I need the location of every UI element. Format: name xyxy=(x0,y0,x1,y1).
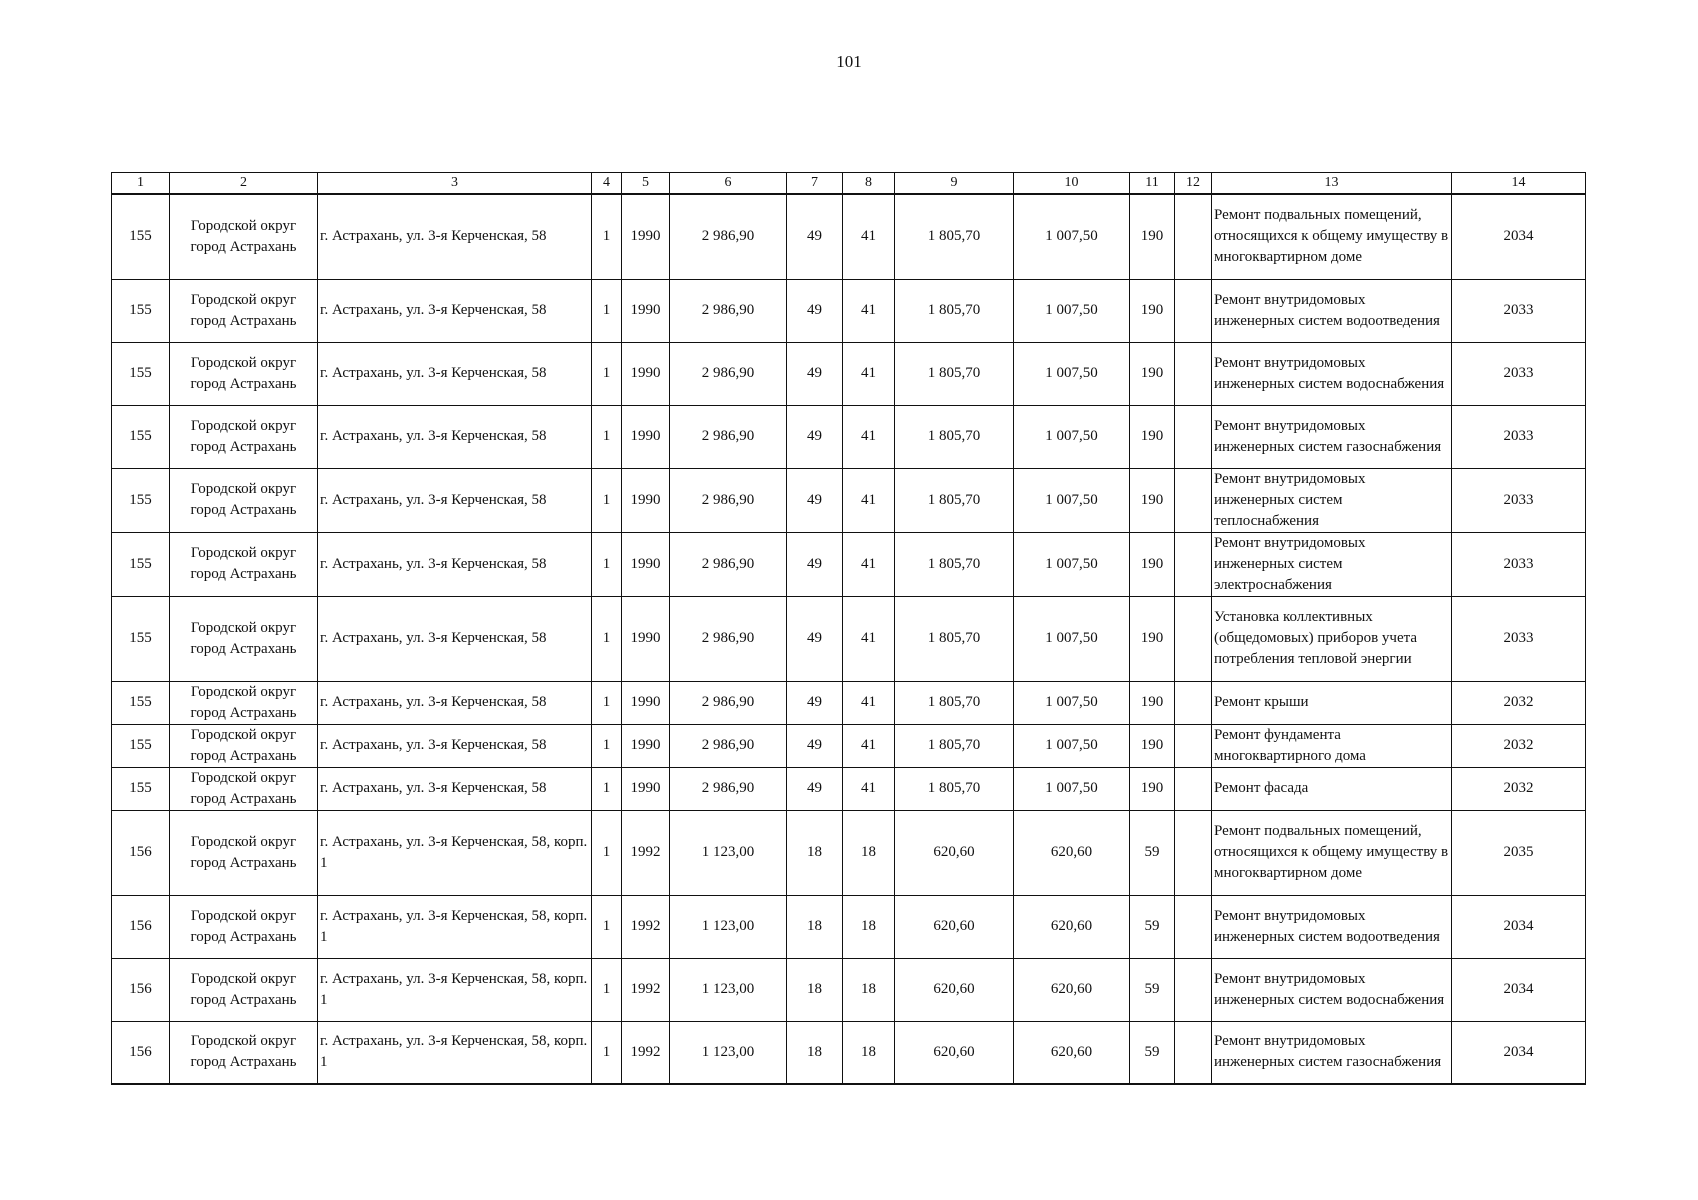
cell-col-11: 190 xyxy=(1130,767,1175,810)
cell-col-7: 49 xyxy=(787,405,843,468)
cell-municipality: Городской округ город Астрахань xyxy=(170,596,318,681)
cell-planned-year: 2034 xyxy=(1452,895,1586,958)
table-body xyxy=(112,194,1586,1084)
cell-col-12 xyxy=(1175,724,1212,767)
cell-col-10: 1 007,50 xyxy=(1014,681,1130,724)
cell-col-9: 1 805,70 xyxy=(895,532,1014,596)
cell-municipality: Городской округ город Астрахань xyxy=(170,342,318,405)
cell-col-12 xyxy=(1175,810,1212,895)
cell-municipality: Городской округ город Астрахань xyxy=(170,1021,318,1084)
cell-row-number: 155 xyxy=(112,681,170,724)
cell-year: 1992 xyxy=(622,895,670,958)
cell-col-8: 41 xyxy=(843,532,895,596)
cell-municipality: Городской округ город Астрахань xyxy=(170,532,318,596)
cell-col-7: 49 xyxy=(787,681,843,724)
cell-col-4: 1 xyxy=(592,532,622,596)
cell-col-11: 59 xyxy=(1130,1021,1175,1084)
cell-col-10: 1 007,50 xyxy=(1014,468,1130,532)
cell-col-10: 1 007,50 xyxy=(1014,596,1130,681)
cell-planned-year: 2034 xyxy=(1452,1021,1586,1084)
cell-work-type: Ремонт внутридомовых инженерных систем водоотведения xyxy=(1212,895,1452,958)
cell-col-4: 1 xyxy=(592,958,622,1021)
header-row xyxy=(112,173,1586,195)
cell-total-area: 2 986,90 xyxy=(670,194,787,279)
cell-col-12 xyxy=(1175,767,1212,810)
cell-row-number: 155 xyxy=(112,279,170,342)
cell-col-7: 49 xyxy=(787,468,843,532)
cell-col-4: 1 xyxy=(592,767,622,810)
cell-year: 1990 xyxy=(622,468,670,532)
cell-planned-year: 2033 xyxy=(1452,468,1586,532)
cell-col-12 xyxy=(1175,279,1212,342)
cell-municipality: Городской округ город Астрахань xyxy=(170,194,318,279)
cell-col-7: 49 xyxy=(787,194,843,279)
cell-municipality: Городской округ город Астрахань xyxy=(170,958,318,1021)
cell-col-9: 620,60 xyxy=(895,810,1014,895)
cell-total-area: 1 123,00 xyxy=(670,810,787,895)
cell-col-10: 1 007,50 xyxy=(1014,279,1130,342)
cell-col-11: 190 xyxy=(1130,342,1175,405)
cell-col-8: 41 xyxy=(843,724,895,767)
cell-col-8: 41 xyxy=(843,681,895,724)
cell-col-8: 41 xyxy=(843,279,895,342)
cell-year: 1990 xyxy=(622,596,670,681)
cell-col-9: 1 805,70 xyxy=(895,342,1014,405)
cell-col-12 xyxy=(1175,895,1212,958)
cell-planned-year: 2032 xyxy=(1452,724,1586,767)
cell-year: 1990 xyxy=(622,342,670,405)
header-cell: 9 xyxy=(895,173,1014,195)
cell-total-area: 1 123,00 xyxy=(670,958,787,1021)
cell-col-8: 41 xyxy=(843,468,895,532)
cell-col-4: 1 xyxy=(592,405,622,468)
cell-total-area: 2 986,90 xyxy=(670,405,787,468)
cell-address: г. Астрахань, ул. 3-я Керченская, 58 xyxy=(318,468,592,532)
cell-col-8: 18 xyxy=(843,958,895,1021)
cell-address: г. Астрахань, ул. 3-я Керченская, 58, корп. 1 xyxy=(318,958,592,1021)
cell-col-12 xyxy=(1175,681,1212,724)
cell-address: г. Астрахань, ул. 3-я Керченская, 58 xyxy=(318,194,592,279)
table-row xyxy=(112,1021,1586,1084)
cell-year: 1990 xyxy=(622,767,670,810)
cell-row-number: 155 xyxy=(112,767,170,810)
cell-col-7: 18 xyxy=(787,958,843,1021)
cell-address: г. Астрахань, ул. 3-я Керченская, 58, корп. 1 xyxy=(318,895,592,958)
cell-total-area: 2 986,90 xyxy=(670,279,787,342)
cell-col-12 xyxy=(1175,958,1212,1021)
cell-col-10: 1 007,50 xyxy=(1014,194,1130,279)
cell-col-4: 1 xyxy=(592,810,622,895)
cell-col-10: 1 007,50 xyxy=(1014,724,1130,767)
cell-planned-year: 2034 xyxy=(1452,194,1586,279)
cell-year: 1990 xyxy=(622,532,670,596)
cell-planned-year: 2033 xyxy=(1452,342,1586,405)
cell-col-7: 18 xyxy=(787,810,843,895)
cell-row-number: 155 xyxy=(112,194,170,279)
cell-col-12 xyxy=(1175,342,1212,405)
cell-work-type: Ремонт внутридомовых инженерных систем водоснабжения xyxy=(1212,342,1452,405)
cell-col-8: 41 xyxy=(843,596,895,681)
capital-repair-table xyxy=(111,172,1586,1085)
cell-col-7: 49 xyxy=(787,279,843,342)
cell-col-4: 1 xyxy=(592,468,622,532)
table-row xyxy=(112,405,1586,468)
cell-year: 1990 xyxy=(622,279,670,342)
cell-address: г. Астрахань, ул. 3-я Керченская, 58 xyxy=(318,767,592,810)
cell-year: 1990 xyxy=(622,681,670,724)
cell-total-area: 2 986,90 xyxy=(670,342,787,405)
cell-col-4: 1 xyxy=(592,681,622,724)
cell-row-number: 155 xyxy=(112,468,170,532)
cell-row-number: 156 xyxy=(112,895,170,958)
cell-col-9: 1 805,70 xyxy=(895,681,1014,724)
cell-total-area: 2 986,90 xyxy=(670,724,787,767)
cell-col-10: 620,60 xyxy=(1014,1021,1130,1084)
cell-work-type: Ремонт подвальных помещений, относящихся к общему имуществу в многоквартирном доме xyxy=(1212,194,1452,279)
cell-col-10: 1 007,50 xyxy=(1014,767,1130,810)
cell-col-9: 620,60 xyxy=(895,895,1014,958)
cell-col-8: 18 xyxy=(843,1021,895,1084)
cell-col-11: 190 xyxy=(1130,279,1175,342)
cell-address: г. Астрахань, ул. 3-я Керченская, 58, корп. 1 xyxy=(318,810,592,895)
header-cell: 8 xyxy=(843,173,895,195)
cell-row-number: 156 xyxy=(112,1021,170,1084)
cell-col-9: 1 805,70 xyxy=(895,767,1014,810)
cell-work-type: Ремонт внутридомовых инженерных систем газоснабжения xyxy=(1212,405,1452,468)
header-cell: 1 xyxy=(112,173,170,195)
cell-address: г. Астрахань, ул. 3-я Керченская, 58 xyxy=(318,532,592,596)
table-row xyxy=(112,767,1586,810)
cell-planned-year: 2033 xyxy=(1452,596,1586,681)
cell-planned-year: 2033 xyxy=(1452,532,1586,596)
cell-col-11: 190 xyxy=(1130,681,1175,724)
cell-work-type: Ремонт крыши xyxy=(1212,681,1452,724)
cell-col-10: 620,60 xyxy=(1014,895,1130,958)
table-row xyxy=(112,342,1586,405)
cell-work-type: Установка коллективных (общедомовых) приборов учета потребления тепловой энергии xyxy=(1212,596,1452,681)
cell-col-10: 1 007,50 xyxy=(1014,532,1130,596)
header-cell: 6 xyxy=(670,173,787,195)
table-row xyxy=(112,596,1586,681)
table-row xyxy=(112,681,1586,724)
cell-col-9: 1 805,70 xyxy=(895,596,1014,681)
cell-col-12 xyxy=(1175,194,1212,279)
cell-col-11: 190 xyxy=(1130,405,1175,468)
cell-work-type: Ремонт внутридомовых инженерных систем теплоснабжения xyxy=(1212,468,1452,532)
cell-col-9: 1 805,70 xyxy=(895,194,1014,279)
cell-row-number: 155 xyxy=(112,532,170,596)
table-row xyxy=(112,895,1586,958)
cell-row-number: 156 xyxy=(112,810,170,895)
cell-col-9: 1 805,70 xyxy=(895,405,1014,468)
cell-municipality: Городской округ город Астрахань xyxy=(170,681,318,724)
cell-year: 1990 xyxy=(622,194,670,279)
cell-col-8: 18 xyxy=(843,810,895,895)
cell-col-7: 18 xyxy=(787,1021,843,1084)
header-cell: 13 xyxy=(1212,173,1452,195)
cell-address: г. Астрахань, ул. 3-я Керченская, 58 xyxy=(318,405,592,468)
cell-col-12 xyxy=(1175,596,1212,681)
table-row xyxy=(112,724,1586,767)
cell-address: г. Астрахань, ул. 3-я Керченская, 58 xyxy=(318,279,592,342)
cell-work-type: Ремонт внутридомовых инженерных систем водоснабжения xyxy=(1212,958,1452,1021)
cell-col-11: 59 xyxy=(1130,958,1175,1021)
cell-col-4: 1 xyxy=(592,1021,622,1084)
header-cell: 2 xyxy=(170,173,318,195)
cell-year: 1990 xyxy=(622,724,670,767)
cell-planned-year: 2032 xyxy=(1452,767,1586,810)
cell-row-number: 156 xyxy=(112,958,170,1021)
cell-col-9: 1 805,70 xyxy=(895,724,1014,767)
cell-work-type: Ремонт фасада xyxy=(1212,767,1452,810)
cell-col-7: 49 xyxy=(787,342,843,405)
cell-municipality: Городской округ город Астрахань xyxy=(170,724,318,767)
cell-row-number: 155 xyxy=(112,596,170,681)
cell-total-area: 2 986,90 xyxy=(670,468,787,532)
cell-col-12 xyxy=(1175,1021,1212,1084)
cell-col-11: 59 xyxy=(1130,895,1175,958)
cell-col-9: 620,60 xyxy=(895,1021,1014,1084)
cell-col-10: 1 007,50 xyxy=(1014,342,1130,405)
cell-col-11: 190 xyxy=(1130,596,1175,681)
cell-work-type: Ремонт внутридомовых инженерных систем газоснабжения xyxy=(1212,1021,1452,1084)
cell-col-4: 1 xyxy=(592,724,622,767)
cell-col-9: 1 805,70 xyxy=(895,468,1014,532)
header-cell: 7 xyxy=(787,173,843,195)
cell-year: 1992 xyxy=(622,958,670,1021)
cell-col-4: 1 xyxy=(592,596,622,681)
cell-municipality: Городской округ город Астрахань xyxy=(170,405,318,468)
cell-address: г. Астрахань, ул. 3-я Керченская, 58 xyxy=(318,724,592,767)
cell-col-7: 49 xyxy=(787,532,843,596)
cell-col-11: 190 xyxy=(1130,468,1175,532)
cell-row-number: 155 xyxy=(112,405,170,468)
header-cell: 14 xyxy=(1452,173,1586,195)
cell-col-7: 49 xyxy=(787,767,843,810)
cell-row-number: 155 xyxy=(112,342,170,405)
cell-year: 1992 xyxy=(622,810,670,895)
cell-work-type: Ремонт фундамента многоквартирного дома xyxy=(1212,724,1452,767)
cell-work-type: Ремонт внутридомовых инженерных систем электроснабжения xyxy=(1212,532,1452,596)
cell-col-7: 49 xyxy=(787,724,843,767)
cell-col-7: 49 xyxy=(787,596,843,681)
table-row xyxy=(112,958,1586,1021)
cell-work-type: Ремонт подвальных помещений, относящихся к общему имуществу в многоквартирном доме xyxy=(1212,810,1452,895)
cell-col-8: 41 xyxy=(843,767,895,810)
cell-work-type: Ремонт внутридомовых инженерных систем водоотведения xyxy=(1212,279,1452,342)
cell-col-4: 1 xyxy=(592,194,622,279)
cell-year: 1990 xyxy=(622,405,670,468)
cell-address: г. Астрахань, ул. 3-я Керченская, 58 xyxy=(318,342,592,405)
header-cell: 5 xyxy=(622,173,670,195)
cell-col-11: 59 xyxy=(1130,810,1175,895)
cell-row-number: 155 xyxy=(112,724,170,767)
cell-municipality: Городской округ город Астрахань xyxy=(170,810,318,895)
cell-total-area: 2 986,90 xyxy=(670,532,787,596)
cell-year: 1992 xyxy=(622,1021,670,1084)
cell-col-11: 190 xyxy=(1130,724,1175,767)
cell-col-7: 18 xyxy=(787,895,843,958)
cell-municipality: Городской округ город Астрахань xyxy=(170,279,318,342)
cell-col-10: 620,60 xyxy=(1014,958,1130,1021)
cell-total-area: 2 986,90 xyxy=(670,596,787,681)
cell-planned-year: 2035 xyxy=(1452,810,1586,895)
page-number: 101 xyxy=(836,52,862,71)
cell-col-8: 41 xyxy=(843,194,895,279)
cell-col-9: 620,60 xyxy=(895,958,1014,1021)
header-cell: 10 xyxy=(1014,173,1130,195)
cell-col-8: 18 xyxy=(843,895,895,958)
header-cell: 4 xyxy=(592,173,622,195)
cell-planned-year: 2034 xyxy=(1452,958,1586,1021)
cell-col-9: 1 805,70 xyxy=(895,279,1014,342)
header-cell: 12 xyxy=(1175,173,1212,195)
header-cell: 3 xyxy=(318,173,592,195)
cell-municipality: Городской округ город Астрахань xyxy=(170,468,318,532)
cell-col-11: 190 xyxy=(1130,194,1175,279)
cell-address: г. Астрахань, ул. 3-я Керченская, 58, корп. 1 xyxy=(318,1021,592,1084)
cell-col-4: 1 xyxy=(592,279,622,342)
cell-col-10: 1 007,50 xyxy=(1014,405,1130,468)
cell-col-12 xyxy=(1175,468,1212,532)
table-row xyxy=(112,468,1586,532)
cell-col-8: 41 xyxy=(843,342,895,405)
cell-address: г. Астрахань, ул. 3-я Керченская, 58 xyxy=(318,596,592,681)
cell-planned-year: 2033 xyxy=(1452,405,1586,468)
cell-planned-year: 2032 xyxy=(1452,681,1586,724)
cell-municipality: Городской округ город Астрахань xyxy=(170,767,318,810)
cell-total-area: 2 986,90 xyxy=(670,767,787,810)
table-row xyxy=(112,279,1586,342)
cell-col-4: 1 xyxy=(592,342,622,405)
cell-col-12 xyxy=(1175,532,1212,596)
cell-col-4: 1 xyxy=(592,895,622,958)
cell-total-area: 1 123,00 xyxy=(670,1021,787,1084)
cell-col-12 xyxy=(1175,405,1212,468)
cell-col-11: 190 xyxy=(1130,532,1175,596)
table-row xyxy=(112,532,1586,596)
cell-total-area: 2 986,90 xyxy=(670,681,787,724)
table-row xyxy=(112,810,1586,895)
cell-total-area: 1 123,00 xyxy=(670,895,787,958)
cell-address: г. Астрахань, ул. 3-я Керченская, 58 xyxy=(318,681,592,724)
cell-col-8: 41 xyxy=(843,405,895,468)
header-cell: 11 xyxy=(1130,173,1175,195)
cell-col-10: 620,60 xyxy=(1014,810,1130,895)
table-row xyxy=(112,194,1586,279)
cell-planned-year: 2033 xyxy=(1452,279,1586,342)
cell-municipality: Городской округ город Астрахань xyxy=(170,895,318,958)
